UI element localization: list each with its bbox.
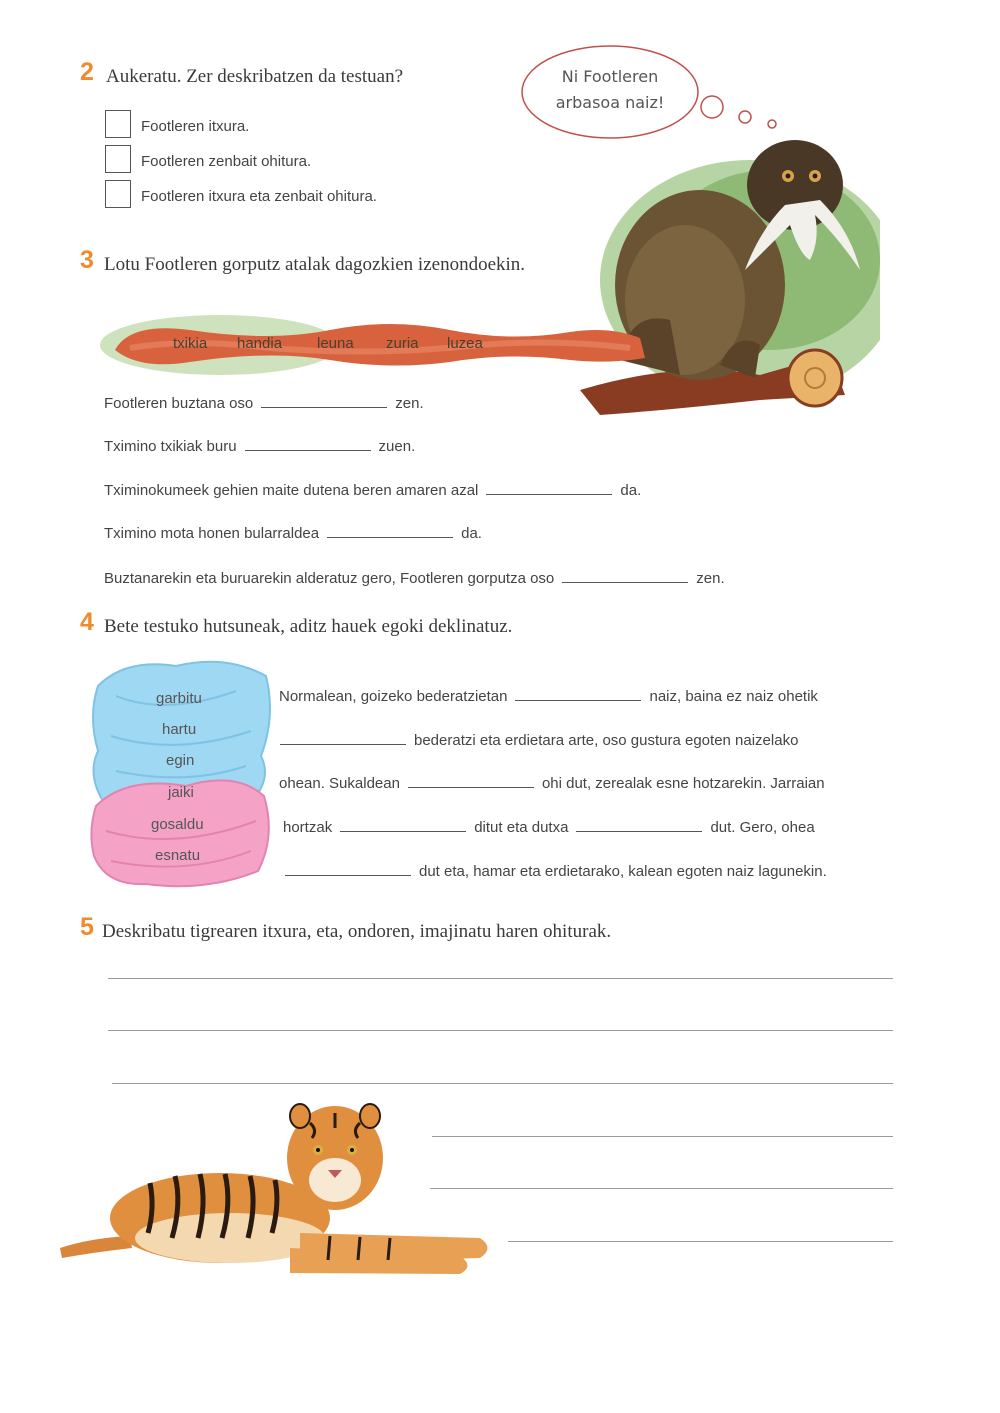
option-label-3: Footleren itxura eta zenbait ohitura. [141,188,377,205]
sentence-4-text: Tximino mota honen bularraldea [104,525,320,542]
writing-line-1[interactable] [108,978,893,979]
sentence-3-blank[interactable] [486,482,612,495]
verb-egin[interactable]: egin [166,752,195,769]
exercise-2-title: Aukeratu. Zer deskribatzen da testuan? [106,66,404,87]
writing-line-4[interactable] [432,1136,893,1137]
sentence-3-text: Tximinokumeek gehien maite dutena beren amaren azal [104,482,479,499]
exercise-3-title: Lotu Footleren gorputz atalak dagozkien izenondoekin. [104,254,526,275]
bubble-text [530,64,690,116]
verb-jaiki[interactable]: jaiki [168,784,194,801]
text-blank-1[interactable] [515,688,641,701]
word-luzea[interactable]: luzea [447,335,483,352]
sentence-1-text: Footleren buztana oso [104,395,254,412]
sentence-5 [104,570,725,587]
sentence-5-end: zen. [696,570,725,587]
exercise-2-number: 2 [80,58,94,86]
text-line-5-part1: dut eta, hamar eta erdietarako, kalean egoten naiz lagunekin. [419,863,827,880]
text-line-3 [279,775,825,792]
sentence-5-text: Buztanarekin eta buruarekin alderatuz gero, Footleren gorputza oso [104,570,555,587]
option-label-1: Footleren itxura. [141,118,250,135]
sentence-4 [104,525,482,542]
sentence-1 [104,395,424,412]
sentence-1-end: zen. [395,395,424,412]
tiger-illustration [60,1098,500,1280]
option-checkbox-2[interactable] [105,145,131,173]
sentence-3 [104,482,641,499]
sentence-2 [104,438,415,455]
sentence-1-blank[interactable] [261,395,387,408]
text-line-4 [283,819,815,836]
text-blank-3[interactable] [408,775,534,788]
text-line-5 [277,863,827,880]
option-checkbox-1[interactable] [105,110,131,138]
sentence-2-blank[interactable] [245,438,371,451]
exercise-4-number: 4 [80,608,94,636]
text-line-3-part1: ohean. Sukaldean [279,775,400,792]
text-blank-6[interactable] [285,863,411,876]
tail-word-banner [70,300,650,380]
verb-gosaldu[interactable]: gosaldu [151,816,204,833]
sentence-2-text: Tximino txikiak buru [104,438,237,455]
text-blank-4[interactable] [340,819,466,832]
word-txikia[interactable]: txikia [173,335,208,352]
text-line-2-part1: bederatzi eta erdietara arte, oso gustura egoten naizelako [414,732,799,749]
bubble-line-1: Ni Footleren [561,67,659,86]
sentence-2-end: zuen. [378,438,416,455]
text-line-4-part1: hortzak [283,819,333,836]
option-checkbox-3[interactable] [105,180,131,208]
sentence-4-blank[interactable] [327,525,453,538]
text-blank-5[interactable] [576,819,702,832]
bubble-line-2: arbasoa naiz! [555,93,665,112]
word-handia[interactable]: handia [237,335,283,352]
word-leuna[interactable]: leuna [317,335,354,352]
writing-line-6[interactable] [508,1241,893,1242]
text-line-2 [272,732,798,749]
text-line-1-part2: naiz, baina ez naiz ohetik [649,688,818,705]
text-line-3-part2: ohi dut, zerealak esne hotzarekin. Jarraian [541,775,825,792]
option-label-2: Footleren zenbait ohitura. [141,153,312,170]
sentence-5-blank[interactable] [562,570,688,583]
writing-line-2[interactable] [108,1030,893,1031]
verb-esnatu[interactable]: esnatu [155,847,201,864]
text-blank-2[interactable] [280,732,406,745]
verb-garbitu[interactable]: garbitu [156,690,202,707]
exercise-5-number: 5 [80,913,94,941]
text-line-4-part3: dut. Gero, ohea [710,819,815,836]
exercise-3-number: 3 [80,246,94,274]
exercise-5-title: Deskribatu tigrearen itxura, eta, ondoren, imajinatu haren ohiturak. [102,921,612,942]
verb-hartu[interactable]: hartu [162,721,197,738]
sentence-3-end: da. [620,482,642,499]
word-zuria[interactable]: zuria [386,335,419,352]
text-line-1-part1: Normalean, goizeko bederatzietan [279,688,508,705]
exercise-4-title: Bete testuko hutsuneak, aditz hauek egoki deklinatuz. [104,616,513,637]
sentence-4-end: da. [461,525,482,542]
writing-line-3[interactable] [112,1083,893,1084]
text-line-1 [279,688,818,705]
text-line-4-part2: ditut eta dutxa [474,819,569,836]
